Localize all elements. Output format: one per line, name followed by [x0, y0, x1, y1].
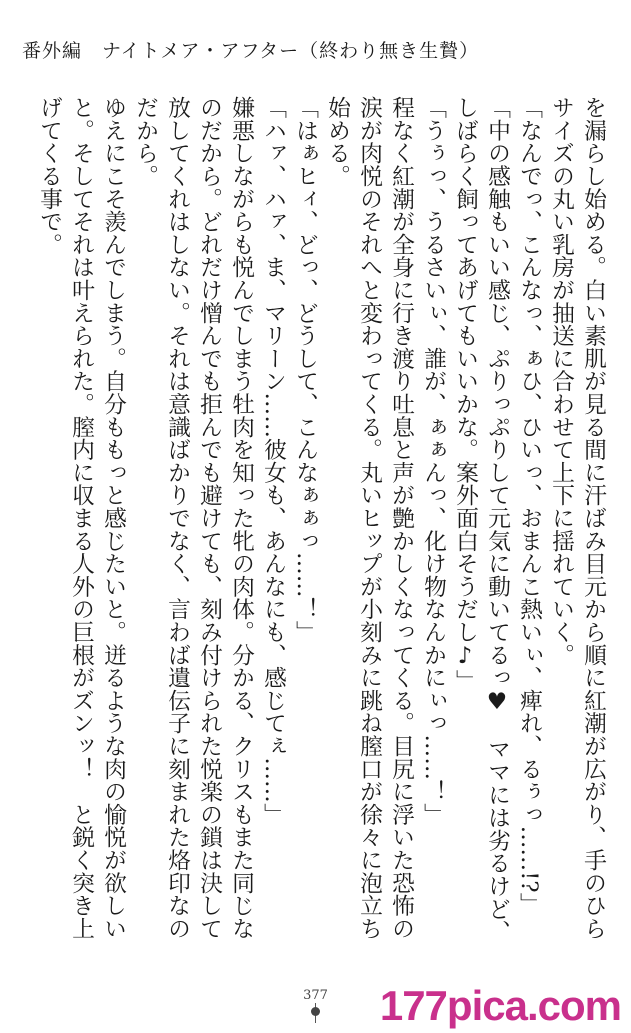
paragraph: 「なんでっ、こんなっ、ぁひ、ひいっ、おまんこ熱いぃ、痺れ、るぅっ……!?」 [516, 96, 542, 916]
paragraph: 「中の感触もいい感じ、ぷりっぷりして元気に動いてるっ♥ ママには劣るけど、しばらく飼ってあげてもいいかな。案外面白そうだし♪」 [452, 96, 510, 943]
page-marker-dot [311, 1007, 320, 1016]
paragraph: ゆえにこそ羨んでしまう。自分ももっと感じたいと。迸るような肉の愉悦が欲しいと。そしてそれは叶えられた。膣内に収まる人外の巨根がズンッ！ と鋭く突き上げてくる事で。 [36, 96, 126, 940]
running-header: 番外編 ナイトメア・アフター（終わり無き生贄） [22, 40, 480, 62]
body-text [36, 96, 609, 956]
page-number: 377 [303, 988, 328, 1003]
watermark: 177pica.com [379, 982, 621, 1029]
paragraph: 「はぁヒィ、どっ、どうして、こんなぁぁっ……！」 [292, 96, 318, 644]
paragraph: 程なく紅潮が全身に行き渡り吐息と声が艶かしくなってくる。目尻に浮いた恐怖の涙が肉悦のそれへと変わってくる。丸いヒップが小刻みに跳ね膣口が徐々に泡立ち始める。 [324, 96, 414, 940]
paragraph: 「ハァ、ハァ、ま、マリーン……彼女も、あんなにも、感じてぇ……」 [260, 96, 286, 826]
paragraph: を漏らし始める。白い素肌が見る間に汗ばみ目元から順に紅潮が広がり、手のひらサイズの丸い乳房が抽送に合わせて上下に揺れていく。 [548, 96, 606, 940]
paragraph: 「うぅっ、うるさいぃ、誰が、ぁぁんっ、化け物なんかにぃっ……！」 [420, 96, 446, 826]
paragraph: 嫌悪しながらも悦んでしまう牡肉を知った牝の肉体。分かる、クリスもまた同じなのだから。どれだけ憎んでも拒んでも避けても、刻み付けられた悦楽の鎖は決して放してくれはしない。それは意識ばかりでなく、言わば遺伝子に刻まれた烙印なのだから。 [132, 96, 254, 940]
